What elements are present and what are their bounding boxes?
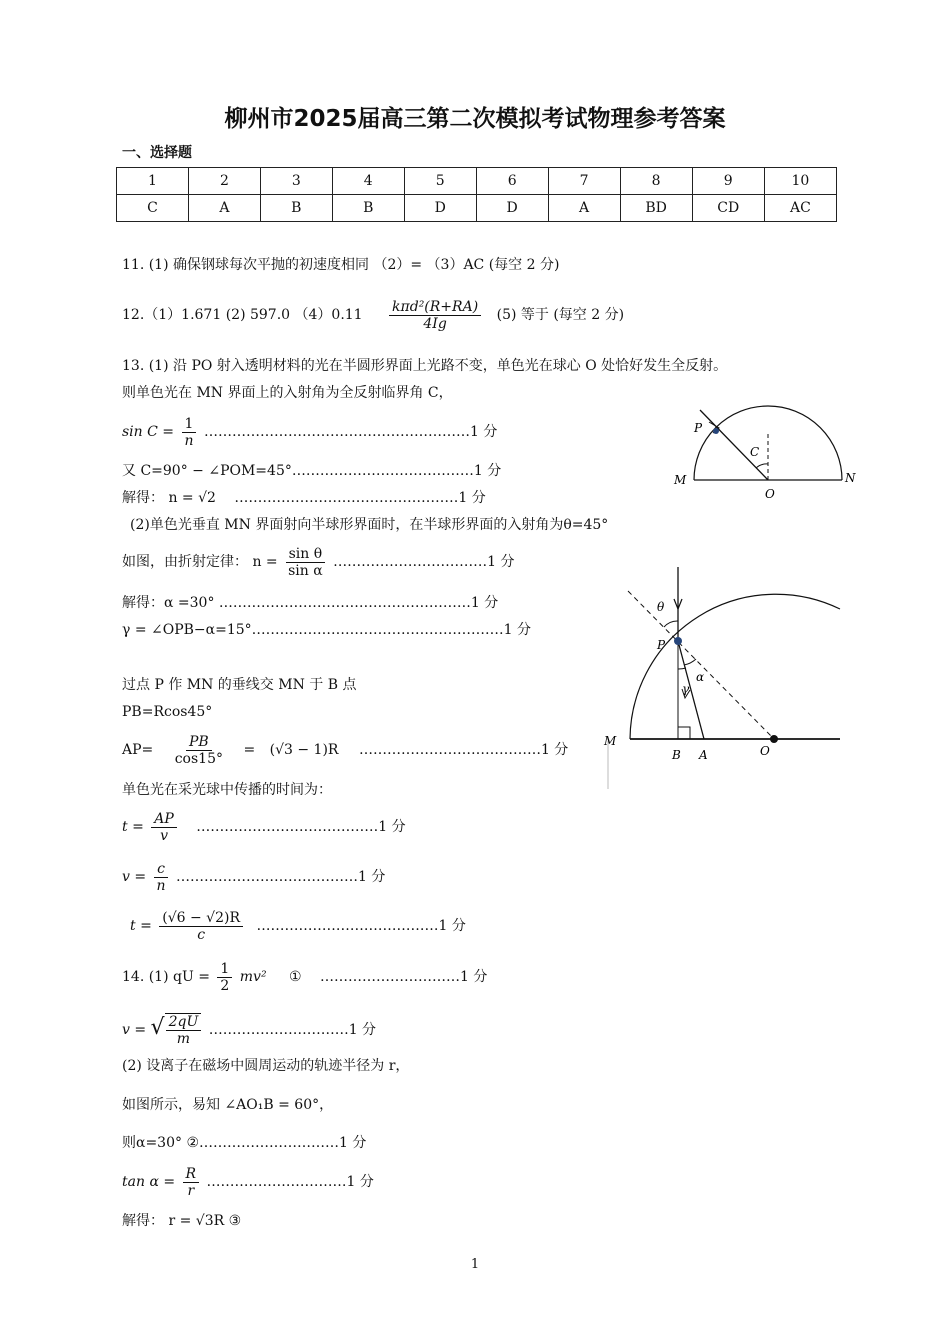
table-row-answers: [117, 195, 837, 222]
q13-line10: 过点 P 作 MN 的垂线交 MN 于 B 点: [122, 677, 357, 693]
table-cell: 9: [692, 168, 764, 195]
q13-line13: 单色光在采光球中传播的时间为：: [122, 782, 332, 798]
figure-refraction: [600, 565, 845, 795]
label-alpha: α: [696, 670, 705, 684]
label-o: O: [760, 744, 770, 758]
q12-prefix: 12.（1）1.671 (2) 597.0 （4）0.11: [122, 307, 363, 323]
frac-den: cos15°: [174, 750, 223, 767]
label-n: N: [845, 471, 856, 485]
frac-num: 1: [217, 961, 232, 978]
q13-l15-dots: …………………………………1 分: [176, 869, 386, 885]
q14-line5: 则α=30° ②…………………………1 分: [122, 1135, 367, 1151]
arc: [630, 594, 840, 739]
q13-line4: 又 C=90° − ∠POM=45°…………………………………1 分: [122, 463, 502, 479]
q13-l3-dots: …………………………………………………1 分: [203, 424, 498, 440]
frac-den: n: [184, 432, 194, 449]
frac-den: sin α: [288, 562, 323, 579]
frac-den: 2: [220, 977, 230, 994]
q14-l1-mark: ①: [289, 969, 302, 985]
q13-l5-dots: …………………………………………1 分: [234, 490, 486, 506]
q12-frac-num: kπd²(R+RA): [389, 299, 481, 316]
q14-l1-lhs: 14. (1) qU =: [122, 969, 210, 985]
q13-line3: [122, 412, 497, 452]
frac-num: PB: [186, 734, 212, 751]
answer-table: [116, 167, 837, 222]
label-theta: θ: [657, 600, 665, 614]
table-cell: 4: [332, 168, 404, 195]
q13-line7: [122, 542, 515, 582]
q14-l2-frac: [165, 1013, 202, 1047]
q13-line2: 则单色光在 MN 界面上的入射角为全反射临界角 C，: [122, 385, 453, 401]
q13-l7-dots: ……………………………1 分: [333, 554, 515, 570]
q13-line15: [122, 856, 385, 898]
table-cell: D: [476, 195, 548, 222]
table-cell: 8: [620, 168, 692, 195]
q13-l12-dots: …………………………………1 分: [358, 742, 569, 758]
frac-num: AP: [151, 811, 177, 828]
q13-line16: [130, 904, 466, 948]
frac-num: 1: [182, 416, 197, 433]
q14-l6-lhs: tan α =: [122, 1174, 176, 1190]
q13-l15-lhs: v =: [122, 869, 147, 885]
page-title: 柳州市2025届高三第二次模拟考试物理参考答案: [224, 106, 726, 132]
q13-l12-eq: =: [243, 742, 256, 758]
q14-line6: [122, 1161, 374, 1203]
q13-l14-frac: [151, 811, 177, 844]
frac-num: 2qU: [166, 1014, 202, 1031]
theta-arc: [664, 621, 678, 627]
angle-arc: [756, 464, 768, 468]
table-cell: A: [188, 195, 260, 222]
q13-line9: γ = ∠OPB−α=15°………………………………………………1 分: [122, 622, 532, 638]
q13-line12: [122, 728, 568, 772]
point-p: [674, 637, 682, 645]
q13-l12-frac: [172, 734, 226, 767]
table-cell: 6: [476, 168, 548, 195]
table-cell: 1: [117, 168, 189, 195]
q14-l6-dots: …………………………1 分: [206, 1174, 374, 1190]
alpha-arc: [684, 659, 696, 665]
q13-l5-lhs: 解得： n = √2: [122, 490, 216, 506]
right-angle-mark: [678, 727, 690, 739]
frac-den: n: [156, 877, 166, 894]
q13-l16-frac: [159, 910, 243, 943]
label-c: C: [750, 445, 760, 459]
sqrt-sign: √: [150, 1015, 165, 1040]
q13-l7-lhs: 如图，由折射定律： n =: [122, 554, 278, 570]
q14-line3: (2) 设离子在磁场中圆周运动的轨迹半径为 r，: [122, 1058, 410, 1074]
q14-l1-dots: …………………………1 分: [320, 969, 488, 985]
frac-den: v: [160, 827, 168, 844]
q14-line4: 如图所示，易知 ∠AO₁B = 60°，: [122, 1097, 334, 1113]
normal-dashed: [628, 591, 774, 739]
table-cell: A: [548, 195, 620, 222]
q14-line2: [122, 1006, 376, 1052]
frac-num: sin θ: [286, 546, 326, 563]
page-number: 1: [470, 1257, 480, 1272]
q12-frac-den: 4Ig: [423, 315, 447, 332]
q13-l3-lhs: sin C =: [122, 424, 175, 440]
q14-l6-frac: [183, 1166, 200, 1199]
table-cell: 10: [764, 168, 836, 195]
q13-l15-frac: [154, 861, 169, 894]
q14-l1-rhs: mv²: [239, 969, 267, 985]
q13-line14: [122, 806, 406, 848]
q13-line8: 解得：α =30° ………………………………………………1 分: [122, 595, 499, 611]
label-a: A: [699, 748, 708, 762]
figure-semicircle-reflection: [668, 400, 858, 510]
label-gamma: γ: [682, 682, 690, 696]
q14-l1-frac: [217, 961, 232, 994]
table-cell: 7: [548, 168, 620, 195]
point-o: [770, 735, 778, 743]
table-cell: CD: [692, 195, 764, 222]
label-m: M: [604, 734, 617, 748]
q13-l3-frac: [181, 416, 196, 449]
q13-l12-rhs: (√3 − 1)R: [269, 742, 339, 758]
q13-line5: [122, 489, 486, 507]
table-cell: 3: [260, 168, 332, 195]
table-row-numbers: [117, 168, 837, 195]
q13-line11: PB=Rcos45°: [122, 704, 213, 720]
label-b: B: [672, 748, 681, 762]
q13-l7-frac: [285, 546, 326, 579]
q14-line7: 解得： r = √3R ③: [122, 1213, 242, 1229]
q13-l14-dots: …………………………………1 分: [196, 819, 406, 835]
q13-l16-lhs: t =: [130, 918, 152, 934]
q11-answer: 11. (1) 确保钢球每次平抛的初速度相同 （2）= （3）AC (每空 2 分): [122, 257, 560, 273]
q13-l16-dots: …………………………………1 分: [256, 918, 466, 934]
q13-line6: (2)单色光垂直 MN 界面射向半球形界面时，在半球形界面的入射角为θ=45°: [130, 517, 609, 533]
label-m: M: [674, 473, 687, 487]
frac-num: (√6 − √2)R: [159, 910, 243, 927]
q13-l12-lhs: AP=: [122, 742, 154, 758]
table-cell: B: [260, 195, 332, 222]
q12-suffix: (5) 等于 (每空 2 分): [496, 307, 625, 323]
table-cell: B: [332, 195, 404, 222]
q12-answer: [122, 292, 624, 338]
q14-line1: [122, 956, 487, 998]
q13-l14-lhs: t =: [122, 819, 144, 835]
q13-line1: 13. (1) 沿 PO 射入透明材料的光在半圆形界面上光路不变，单色光在球心 O 处恰好发生全反射。: [122, 358, 728, 374]
section-heading-choice: 一、选择题: [122, 145, 192, 161]
q12-fraction: [389, 299, 481, 332]
label-p: P: [694, 421, 703, 435]
label-o: O: [765, 487, 775, 501]
frac-den: c: [197, 926, 206, 943]
table-cell: BD: [620, 195, 692, 222]
frac-num: R: [183, 1166, 200, 1183]
table-cell: D: [404, 195, 476, 222]
frac-num: c: [154, 861, 168, 878]
frac-den: m: [176, 1031, 191, 1047]
table-cell: 5: [404, 168, 476, 195]
q14-l2-lhs: v =: [122, 1022, 147, 1038]
point-p: [713, 428, 719, 434]
table-cell: AC: [764, 195, 836, 222]
q14-l2-dots: …………………………1 分: [208, 1022, 377, 1038]
label-p: P: [657, 638, 666, 652]
frac-den: r: [187, 1182, 195, 1199]
table-cell: C: [117, 195, 189, 222]
table-cell: 2: [188, 168, 260, 195]
